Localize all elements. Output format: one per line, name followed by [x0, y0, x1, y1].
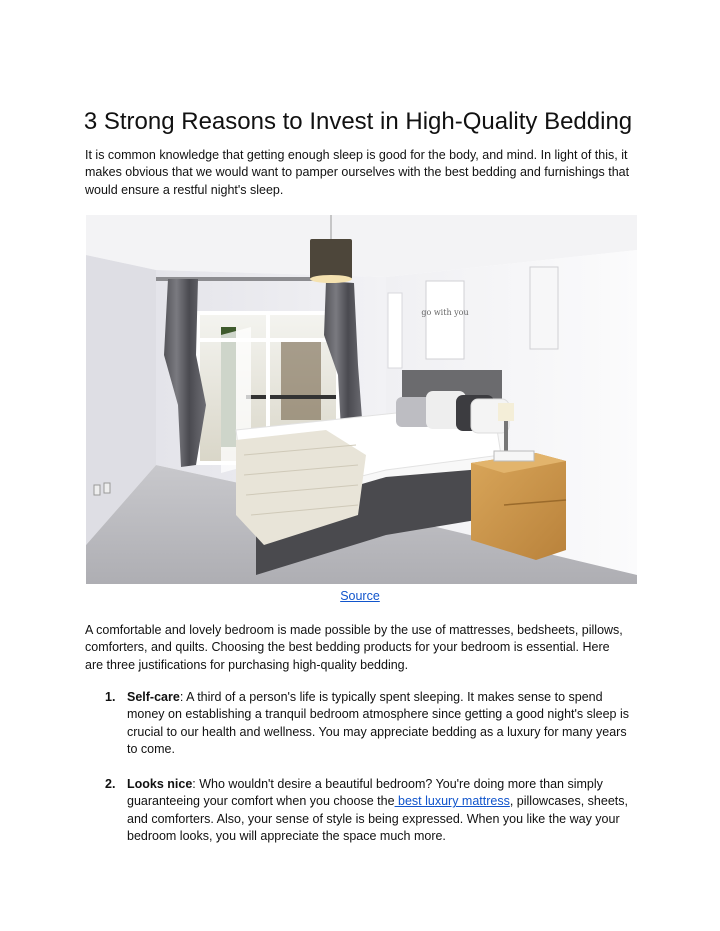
frame-artwork-text: go with you [421, 308, 469, 317]
reasons-list-2 [105, 776, 632, 845]
list-item-heading: Self-care [127, 690, 180, 704]
list-item-text: : Who wouldn't desire a beautiful bedroom? You're doing more than simply guaranteeing your comfort when you choose the [127, 777, 603, 809]
best-luxury-mattress-link[interactable]: best luxury mattress [394, 794, 510, 809]
body-paragraph: A comfortable and lovely bedroom is made possible by the use of mattresses, bedsheets, pillows, comforters, and quilts. Choosing the best bedding products for your bedroom is essential. Here are three justifications for purchasing high-quality bedding. [85, 623, 623, 672]
list-number: 1. [105, 690, 116, 704]
list-number: 2. [105, 777, 116, 791]
reasons-list-1 [105, 689, 632, 758]
intro-paragraph: It is common knowledge that getting enough sleep is good for the body, and mind. In light of this, it makes obvious that we would want to pamper ourselves with the best bedding and furnishings that would ensure a restful night's sleep. [85, 148, 630, 197]
bedroom-photo [86, 215, 637, 584]
page-title: 3 Strong Reasons to Invest in High-Quality Bedding [83, 108, 633, 135]
list-item [105, 689, 632, 758]
list-item-heading: Looks nice [127, 777, 193, 791]
image-source-caption [0, 588, 720, 605]
list-item-text: : A third of a person's life is typically spent sleeping. It makes sense to spend money on establishing a tranquil bedroom atmosphere since getting a good night's sleep is crucial to our health and wellness. You may appreciate bedding as a luxury for many years to come. [127, 690, 630, 756]
list-item-text-continued: , pillowcases, sheets, and comforters. Also, your sense of style is being expressed. When you like the way your bedroom looks, you will appreciate the space much more. [127, 794, 628, 843]
list-item [105, 776, 632, 845]
source-link[interactable]: Source [340, 589, 380, 603]
